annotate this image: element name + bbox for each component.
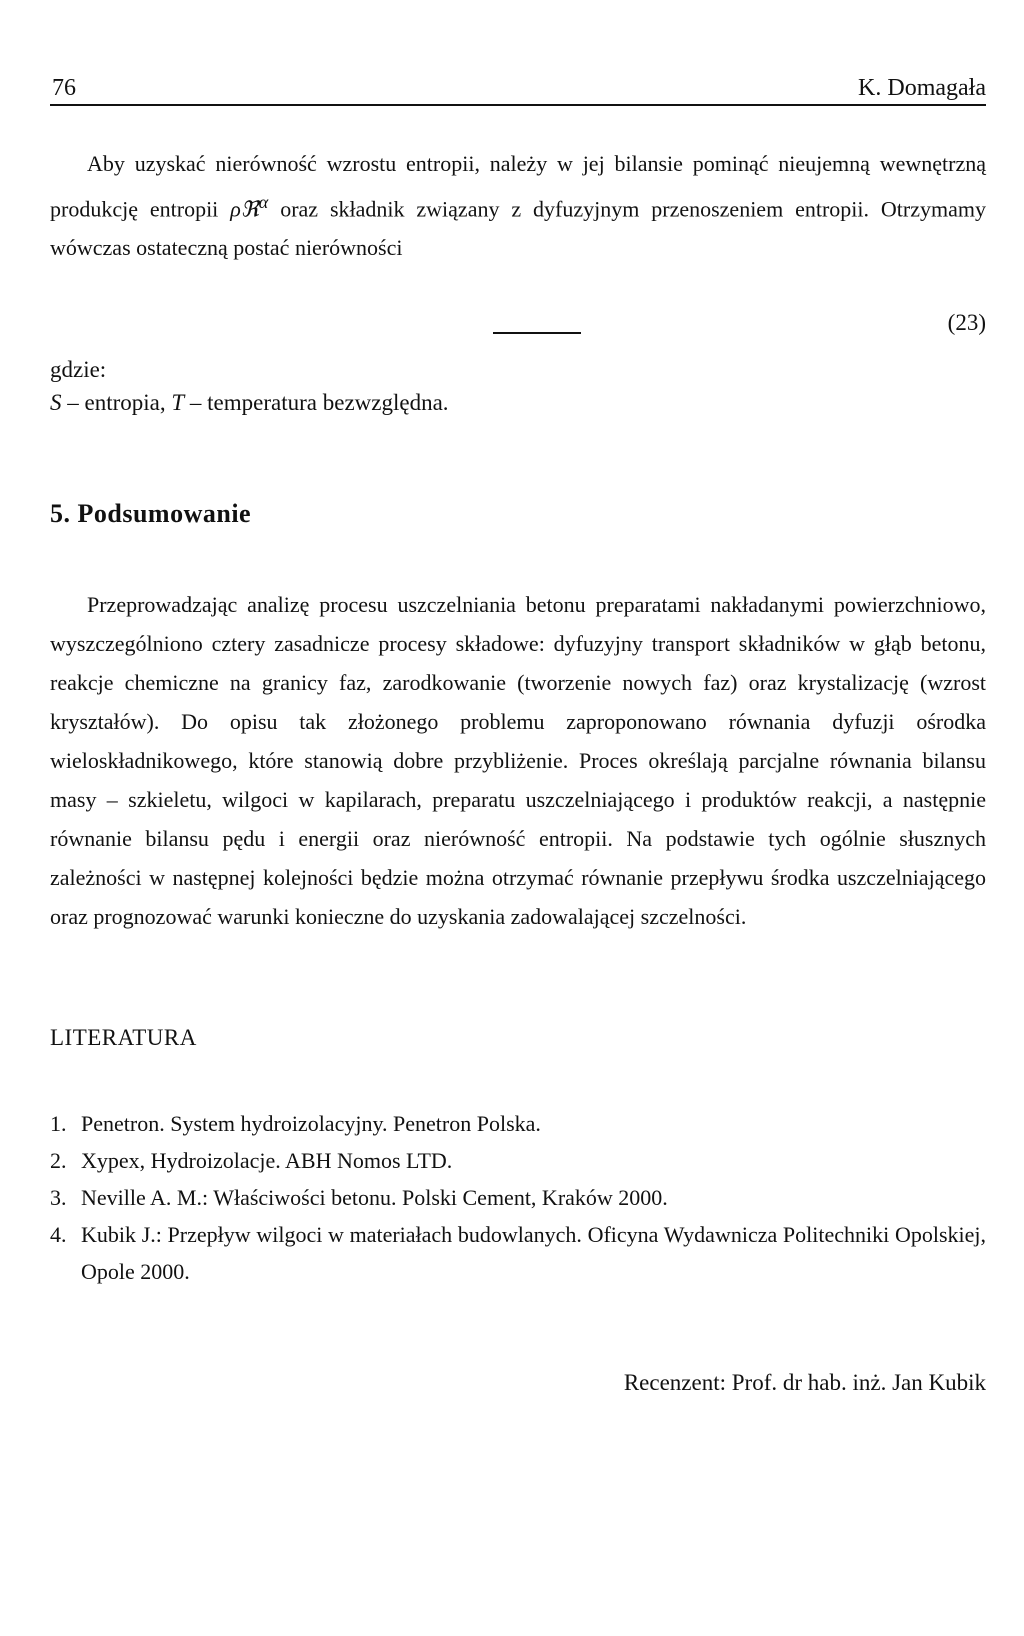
reference-number: 3. — [50, 1185, 67, 1210]
equation-number: (23) — [947, 310, 986, 335]
intro-text-part2: oraz składnik związany z dyfuzyjnym przenoszeniem entropii. Otrzymamy wówczas ostateczną postać nierówności — [50, 196, 986, 261]
reference-text: Neville A. M.: Właściwości betonu. Polski Cement, Kraków 2000. — [81, 1185, 668, 1210]
symbol-t: T — [171, 390, 185, 415]
running-author: K. Domagała — [858, 75, 986, 101]
reference-text: Penetron. System hydroizolacyjny. Penetron Polska. — [81, 1111, 541, 1136]
summary-paragraph: Przeprowadzając analizę procesu uszczelniania betonu preparatami nakładanymi powierzchniowo, wyszczególniono cztery zasadnicze procesy składowe: dyfuzyjny transport składników w głąb betonu, reakcje chemiczne na granicy faz, zarodkowanie (tworzenie nowych faz) oraz krystalizację (wzrost kryształów). Do opisu tak złożonego problemu zaproponowano równania dyfuzji ośrodka wieloskładnikowego, które stanowią dobre przybliżenie. Proces określają parcjalne równania bilansu masy – szkieletu, wilgoci w kapilarach, preparatu uszczelniającego i produktów reakcji, a następnie równanie bilansu pędu i energii oraz nierówność entropii. Na podstawie tych ogólnie słusznych zależności w następnej kolejności będzie można otrzymać równanie przepływu środka uszczelniającego oraz prognozować warunki konieczne do uzyskania zadowalającej szczelności. — [50, 592, 986, 929]
reference-item — [50, 1216, 986, 1290]
definition-t: – temperatura bezwzględna. — [184, 390, 449, 415]
reference-text: Kubik J.: Przepływ wilgoci w materiałach budowlanych. Oficyna Wydawnicza Politechniki Opolskiej, Opole 2000. — [81, 1222, 986, 1284]
literature-title: LITERATURA — [50, 1025, 197, 1050]
reference-item — [50, 1105, 986, 1142]
reference-number: 4. — [50, 1222, 67, 1247]
section-title: 5. Podsumowanie — [50, 499, 252, 528]
reference-number: 1. — [50, 1111, 67, 1136]
page-number: 76 — [52, 75, 76, 101]
intro-text-part1: Aby uzyskać nierówność wzrostu entropii, należy w jej bilansie pominąć nieujemną wewnętrzną produkcję entropii — [50, 151, 986, 222]
definition-s: – entropia, — [61, 390, 172, 415]
reviewer-line: Recenzent: Prof. dr hab. inż. Jan Kubik — [623, 1370, 986, 1395]
page-header — [50, 76, 986, 106]
intro-paragraph — [50, 144, 986, 267]
document-page — [50, 0, 986, 1636]
reference-text: Xypex, Hydroizolacje. ABH Nomos LTD. — [81, 1148, 453, 1173]
references-list — [50, 1105, 986, 1290]
entropy-production-symbol: ρℜ — [230, 196, 259, 222]
where-definitions — [50, 390, 449, 416]
entropy-production-superscript: α — [258, 192, 269, 212]
reference-number: 2. — [50, 1148, 67, 1173]
equation-fraction-bar — [493, 332, 581, 334]
reference-item — [50, 1142, 986, 1179]
symbol-s: S — [50, 390, 62, 415]
reference-item — [50, 1179, 986, 1216]
where-label: gdzie: — [50, 357, 107, 382]
